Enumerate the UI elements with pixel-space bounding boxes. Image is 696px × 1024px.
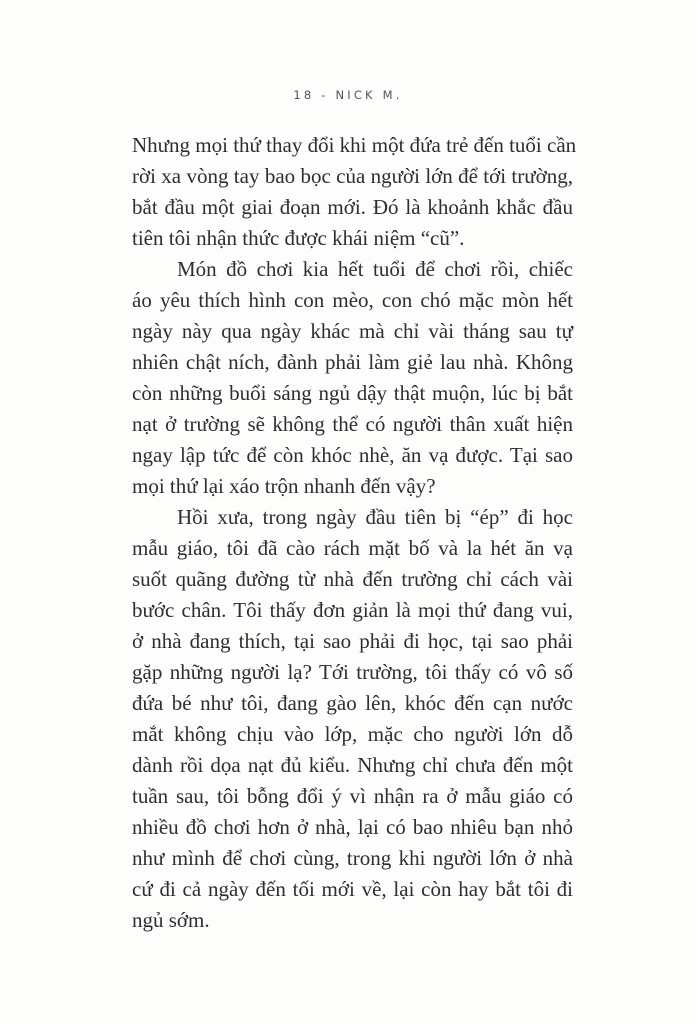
text-line: Món đồ chơi kia hết tuổi để chơi rồi, chiếc (177, 257, 573, 281)
text-line: đứa bé như tôi, đang gào lên, khóc đến cạn nước (132, 691, 573, 715)
text-line: nhiên chật ních, đành phải làm giẻ lau nhà. Không (132, 350, 573, 374)
paragraph (132, 502, 573, 936)
running-header: 18 - NICK M. (293, 88, 403, 102)
text-line: suốt quãng đường từ nhà đến trường chỉ cách vài (132, 567, 573, 591)
text-line: bước chân. Tôi thấy đơn giản là mọi thứ đang vui, (132, 598, 573, 622)
text-line: ở nhà đang thích, tại sao phải đi học, tại sao phải (132, 629, 573, 653)
text-line: gặp những người lạ? Tới trường, tôi thấy có vô số (132, 660, 573, 684)
paragraph (132, 130, 577, 254)
text-line: còn những buổi sáng ngủ dậy thật muộn, lúc bị bắt (132, 381, 573, 405)
text-line: tiên tôi nhận thức được khái niệm “cũ”. (132, 226, 465, 250)
text-line: tuần sau, tôi bỗng đổi ý vì nhận ra ở mẫu giáo có (132, 784, 573, 808)
text-line: rời xa vòng tay bao bọc của người lớn để tới trường, (132, 164, 573, 188)
text-line: Hồi xưa, trong ngày đầu tiên bị “ép” đi học (177, 505, 573, 529)
text-line: như mình để chơi cùng, trong khi người lớn ở nhà (132, 846, 573, 870)
text-line: mẫu giáo, tôi đã cào rách mặt bố và la hét ăn vạ (132, 536, 573, 560)
text-line: ngày này qua ngày khác mà chỉ vài tháng sau tự (132, 319, 573, 343)
page-body (132, 130, 577, 936)
text-line: Nhưng mọi thứ thay đổi khi một đứa trẻ đến tuổi cần (132, 133, 577, 157)
text-line: áo yêu thích hình con mèo, con chó mặc mòn hết (132, 288, 573, 312)
text-line: mọi thứ lại xáo trộn nhanh đến vậy? (132, 474, 436, 498)
paragraph (132, 254, 573, 502)
text-line: ngay lập tức để còn khóc nhè, ăn vạ được. Tại sao (132, 443, 573, 467)
text-line: mắt không chịu vào lớp, mặc cho người lớn dỗ (132, 722, 573, 746)
text-line: dành rồi dọa nạt đủ kiểu. Nhưng chỉ chưa đến một (132, 753, 573, 777)
text-line: bắt đầu một giai đoạn mới. Đó là khoảnh khắc đầu (132, 195, 573, 219)
text-line: ngủ sớm. (132, 908, 210, 932)
text-line: nhiều đồ chơi hơn ở nhà, lại có bao nhiêu bạn nhỏ (132, 815, 573, 839)
text-line: nạt ở trường sẽ không thể có người thân xuất hiện (132, 412, 573, 436)
text-line: cứ đi cả ngày đến tối mới về, lại còn hay bắt tôi đi (132, 877, 573, 901)
